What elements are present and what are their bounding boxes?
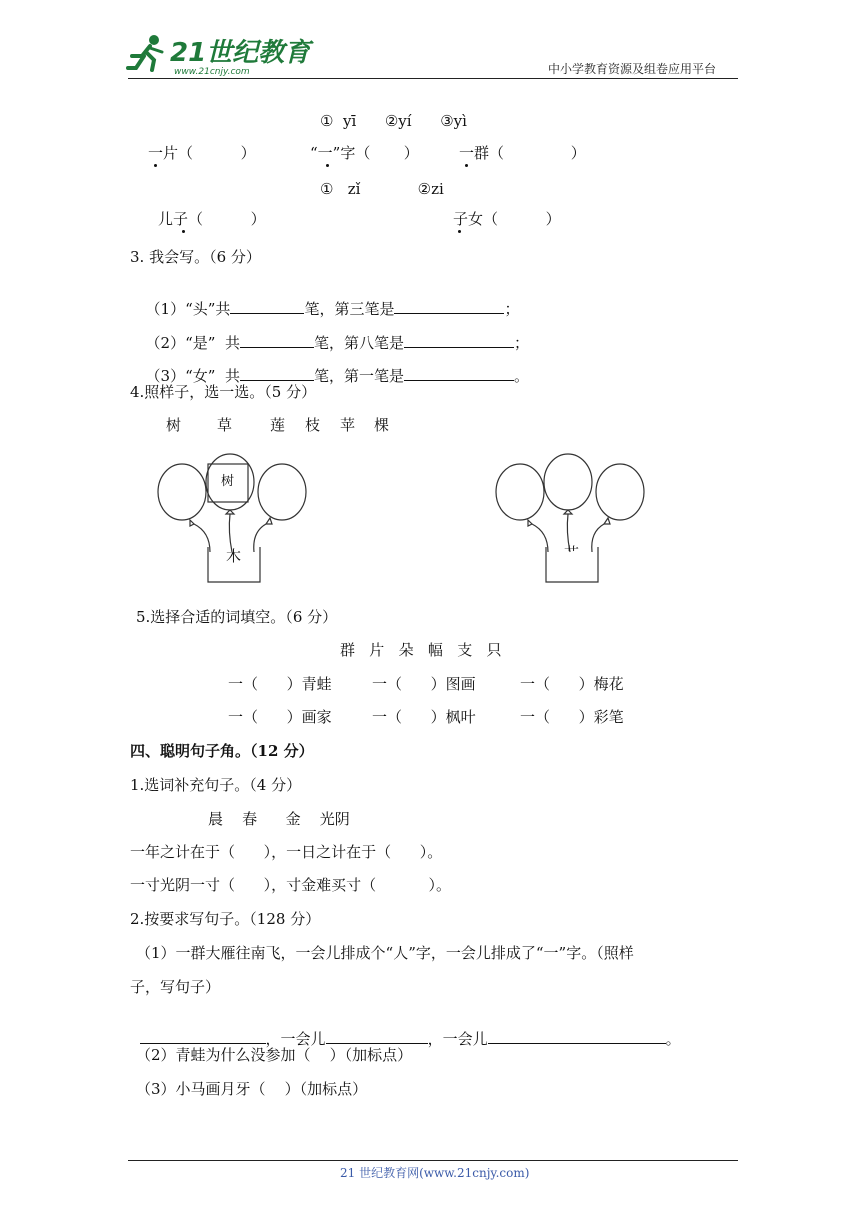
radical-mu: 木	[226, 547, 242, 565]
balloon	[596, 464, 644, 520]
emphasis-dot	[154, 164, 157, 167]
answer-blank[interactable]	[488, 1029, 666, 1044]
q5-item: 一（ ）彩笔	[520, 708, 624, 726]
balloon	[496, 464, 544, 520]
q5-item: 一（ ）青蛙	[228, 675, 332, 693]
balloon-example-word: 树	[221, 474, 235, 489]
q4-word: 枝	[305, 416, 321, 434]
pinyin-options-zi: ① zǐ ②zi	[320, 180, 444, 198]
q3-line-mid: 笔，第一笔是	[313, 367, 404, 385]
q4-word: 树	[166, 416, 182, 434]
pinyin-options-yi: ① yī ②yí ③yì	[320, 112, 467, 130]
q5-item: 一（ ）图画	[372, 675, 476, 693]
logo-url: www.21cnjy.com	[174, 67, 250, 77]
s4-q1-sentence-1: 一年之计在于（ ），一日之计在于（ ）。	[130, 843, 443, 861]
answer-blank[interactable]	[326, 1029, 428, 1044]
emphasis-dot	[326, 164, 329, 167]
answer-blank[interactable]	[404, 333, 514, 348]
q5-title: 5.选择合适的词填空。（6 分）	[136, 608, 338, 626]
pinyin-item: 一群（ ）	[459, 144, 586, 162]
q4-word: 草	[217, 416, 233, 434]
emphasis-dot	[465, 164, 468, 167]
pinyin-item: 一片（ ）	[148, 144, 256, 162]
q5-item: 一（ ）梅花	[520, 675, 624, 693]
q4-word: 棵	[374, 416, 390, 434]
q3-line-mid: 笔，第八笔是	[313, 334, 404, 352]
logo-text: 21世纪教育	[170, 38, 311, 68]
logo	[124, 34, 311, 78]
answer-blank[interactable]	[140, 1029, 266, 1044]
q3-line-mid: 笔，第三笔是	[304, 300, 395, 318]
header-tagline: 中小学教育资源及组卷应用平台	[548, 62, 717, 76]
q4-word: 苹	[340, 416, 356, 434]
balloon-group-right	[488, 452, 658, 587]
balloon	[258, 464, 306, 520]
header-rule	[128, 78, 738, 79]
running-man-icon	[124, 34, 170, 74]
section-4-title: 四、聪明句子角。（12 分）	[130, 742, 314, 760]
s4-q1-title: 1.选词补充句子。（4 分）	[130, 776, 302, 794]
q3-line-prefix: （3）“女” 共	[145, 367, 240, 385]
emphasis-dot	[458, 230, 461, 233]
radical-cao: 艹	[564, 544, 580, 562]
s4-q2-sentence-3: （3）小马画月牙（ ）（加标点）	[136, 1080, 368, 1098]
s4-q2-sentence-1b: 子，写句子）	[130, 978, 221, 996]
pinyin-item: 儿子（ ）	[158, 210, 266, 228]
balloon	[544, 454, 592, 510]
s4-q1-word-bank: 晨 春 金 光阴	[208, 810, 350, 828]
answer-blank[interactable]	[394, 299, 504, 314]
answer-blank[interactable]	[240, 333, 314, 348]
pinyin-item: 子女（ ）	[453, 210, 561, 228]
balloon	[158, 464, 206, 520]
footer-text: 21 世纪教育网(www.21cnjy.com)	[340, 1166, 530, 1180]
answer-blank[interactable]	[404, 366, 514, 381]
q5-item: 一（ ）枫叶	[372, 708, 476, 726]
q4-word: 莲	[270, 416, 286, 434]
emphasis-dot	[182, 230, 185, 233]
q3-line-prefix: （1）“头”共	[145, 300, 231, 318]
q3-line-2	[136, 318, 529, 351]
fill-end: 。	[665, 1030, 681, 1048]
balloon-group-left	[150, 452, 320, 587]
q3-line-end: 。	[513, 367, 529, 385]
fill-connector: ，一会儿	[427, 1030, 488, 1048]
fill-connector: ，一会儿	[265, 1030, 326, 1048]
s4-q2-sentence-1a: （1）一群大雁往南飞，一会儿排成个“人”字，一会儿排成了“一”字。（照样	[136, 944, 634, 962]
s4-q2-fill-line	[130, 1014, 681, 1047]
q3-line-1	[136, 284, 519, 317]
answer-blank[interactable]	[240, 366, 314, 381]
q5-item: 一（ ）画家	[228, 708, 332, 726]
q3-line-end: ；	[513, 334, 529, 352]
q3-line-3	[136, 351, 529, 384]
q3-line-end: ；	[504, 300, 520, 318]
pinyin-item: “一”字（ ）	[310, 144, 419, 162]
s4-q2-title: 2.按要求写句子。（128 分）	[130, 910, 321, 928]
q3-line-prefix: （2）“是” 共	[145, 334, 240, 352]
footer-rule	[128, 1160, 738, 1161]
s4-q2-sentence-2: （2）青蛙为什么没参加（ ）（加标点）	[136, 1046, 413, 1064]
s4-q1-sentence-2: 一寸光阴一寸（ ），寸金难买寸（ ）。	[130, 876, 452, 894]
q3-title: 3. 我会写。（6 分）	[130, 248, 261, 266]
q4-title: 4.照样子，选一选。（5 分）	[130, 383, 317, 401]
answer-blank[interactable]	[230, 299, 304, 314]
q5-word-bank: 群 片 朵 幅 支 只	[340, 641, 502, 659]
